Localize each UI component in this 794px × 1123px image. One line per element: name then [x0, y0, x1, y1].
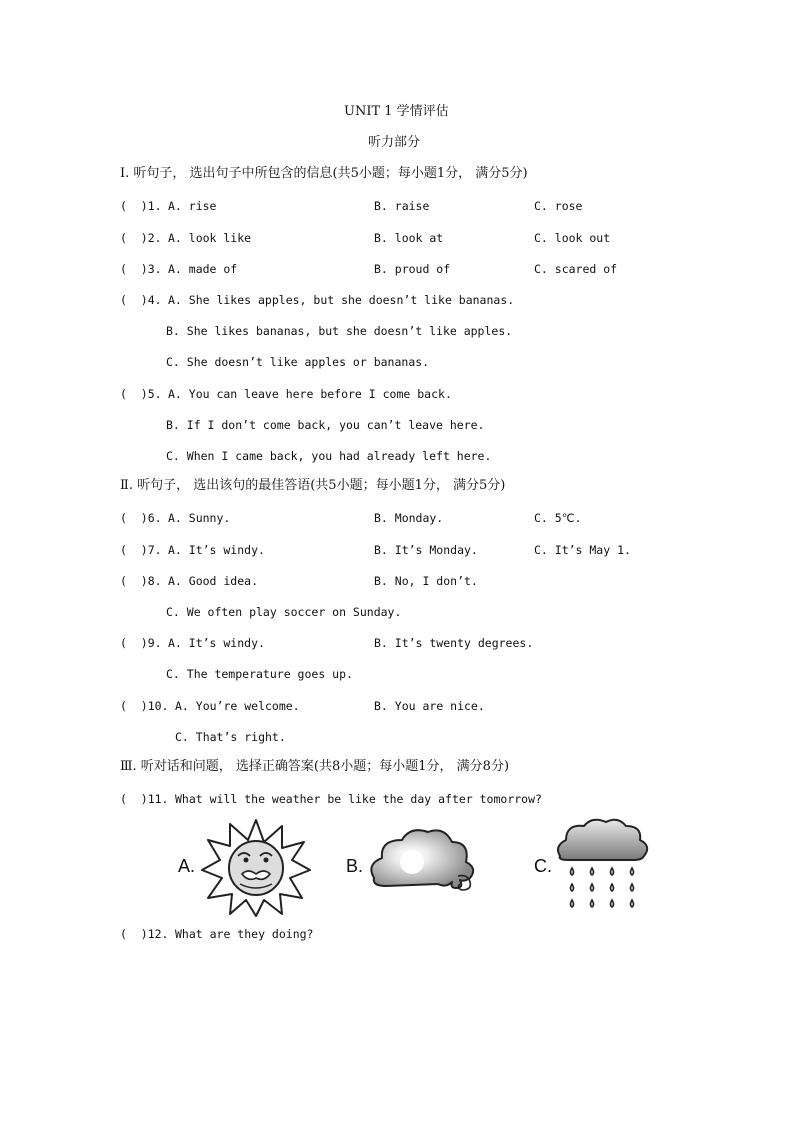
question-1-option-a: A. rise — [168, 199, 217, 213]
question-9-number: ( )9. — [120, 636, 162, 650]
rain-cloud-icon — [554, 818, 650, 914]
question-7-option-b: B. It’s Monday. — [374, 543, 478, 557]
option-a-label: A. — [178, 856, 196, 876]
question-4-number: ( )4. — [120, 293, 162, 307]
question-3-option-c: C. scared of — [534, 262, 618, 276]
question-10-option-b: B. You are nice. — [374, 699, 485, 713]
question-4-option-a: A. She likes apples, but she doesn’t like bananas. — [168, 293, 515, 307]
page-title: UNIT 1 学情评估 — [344, 104, 449, 119]
question-7-option-a: A. It’s windy. — [168, 543, 265, 557]
question-5-option-c: C. When I came back, you had already left here. — [166, 449, 492, 463]
question-2-option-b: B. look at — [374, 231, 444, 245]
question-12-text: What are they doing? — [175, 927, 314, 941]
question-10-option-c: C. That’s right. — [175, 730, 286, 744]
cloud-icon — [366, 826, 480, 898]
question-11-text: What will the weather be like the day after tomorrow? — [175, 792, 542, 806]
question-3-option-a: A. made of — [168, 262, 238, 276]
question-8-number: ( )8. — [120, 574, 162, 588]
question-3-number: ( )3. — [120, 262, 162, 276]
question-6-option-a: A. Sunny. — [168, 511, 231, 525]
question-5-option-b: B. If I don’t come back, you can’t leave here. — [166, 418, 485, 432]
question-9-option-b: B. It’s twenty degrees. — [374, 636, 534, 650]
question-4-option-c: C. She doesn’t like apples or bananas. — [166, 355, 430, 369]
question-7-option-c: C. It’s May 1. — [534, 543, 631, 557]
question-2-number: ( )2. — [120, 231, 162, 245]
question-4-option-b: B. She likes bananas, but she doesn’t like apples. — [166, 324, 513, 338]
question-1-option-b: B. raise — [374, 199, 430, 213]
question-8-option-c: C. We often play soccer on Sunday. — [166, 605, 402, 619]
question-5-number: ( )5. — [120, 387, 162, 401]
question-2-option-a: A. look like — [168, 231, 252, 245]
question-1-option-c: C. rose — [534, 199, 583, 213]
question-2-option-c: C. look out — [534, 231, 611, 245]
question-12-number: ( )12. — [120, 927, 169, 941]
question-9-option-c: C. The temperature goes up. — [166, 667, 353, 681]
question-5-option-a: A. You can leave here before I come back. — [168, 387, 452, 401]
question-7-number: ( )7. — [120, 543, 162, 557]
question-9-option-a: A. It’s windy. — [168, 636, 265, 650]
question-1-number: ( )1. — [120, 199, 162, 213]
option-b-label: B. — [346, 856, 364, 876]
question-6-option-c: C. 5℃. — [534, 511, 582, 525]
question-10-number: ( )10. — [120, 699, 169, 713]
sun-icon — [200, 816, 312, 918]
section-2-heading: Ⅱ. 听句子， 选出该句的最佳答语(共5小题；每小题1分， 满分5分) — [120, 478, 506, 493]
question-11-number: ( )11. — [120, 792, 169, 806]
question-8-option-a: A. Good idea. — [168, 574, 259, 588]
question-6-number: ( )6. — [120, 511, 162, 525]
option-c-label: C. — [534, 856, 552, 876]
question-6-option-b: B. Monday. — [374, 511, 444, 525]
question-3-option-b: B. proud of — [374, 262, 451, 276]
section-3-heading: Ⅲ. 听对话和问题， 选择正确答案(共8小题；每小题1分， 满分8分) — [120, 759, 510, 774]
page-subtitle: 听力部分 — [368, 135, 421, 150]
question-8-option-b: B. No, I don’t. — [374, 574, 478, 588]
question-10-option-a: A. You’re welcome. — [175, 699, 300, 713]
section-1-heading: Ⅰ. 听句子， 选出句子中所包含的信息(共5小题；每小题1分， 满分5分) — [120, 166, 528, 181]
